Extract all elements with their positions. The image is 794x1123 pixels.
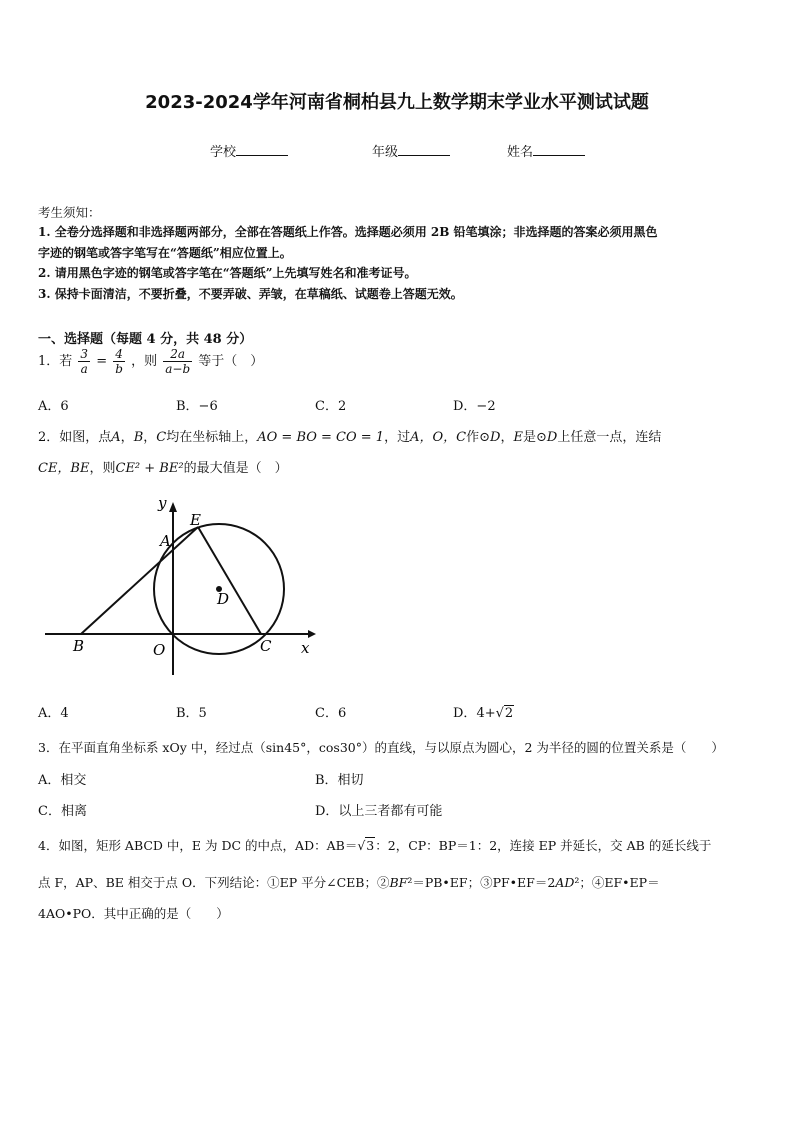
q2-option-c[interactable]: C．6: [315, 706, 347, 721]
q1-mid: ，则: [131, 354, 158, 369]
question-4-line-1: 4．如图，矩形 ABCD 中，E 为 DC 的中点，AD：AB＝√3：2，CP：BP＝1：2，连接 EP 并延长，交 AB 的延长线于: [38, 838, 712, 853]
q1-prefix: 1．若: [38, 354, 73, 369]
q1-fraction-3: $\frac{2a}{a-b}$: [165, 347, 191, 376]
notice-heading: 考生须知：: [38, 205, 101, 220]
label-a: A: [160, 532, 171, 550]
q1-option-b[interactable]: B．−6: [176, 399, 218, 414]
name-label: 姓名: [507, 145, 534, 160]
question-4-line-3: 4AO•PO．其中正确的是（ ）: [38, 906, 229, 921]
q1-option-d[interactable]: D．−2: [453, 399, 496, 414]
q2-option-d[interactable]: D．4+√2: [453, 706, 514, 721]
q2-option-a[interactable]: A．4: [38, 706, 69, 721]
q2-figure: [40, 490, 330, 685]
school-blank[interactable]: [236, 143, 288, 156]
school-label: 学校: [210, 145, 237, 160]
grade-field[interactable]: [372, 141, 450, 160]
question-4-line-2: 点 F，AP、BE 相交于点 O．下列结论：①EP 平分∠CEB；②BF²＝PB•EF；③PF•EF＝2AD²；④EF•EP＝: [38, 875, 660, 890]
q1-option-a[interactable]: A．6: [38, 399, 69, 414]
name-field[interactable]: [507, 141, 585, 160]
q1-equals: =: [96, 354, 108, 369]
q3-option-b[interactable]: B．相切: [315, 773, 364, 788]
school-field[interactable]: [210, 141, 288, 160]
label-b: B: [73, 637, 85, 655]
q3-option-a[interactable]: A．相交: [38, 773, 87, 788]
notice-item-2: 2. 请用黑色字迹的钢笔或答字笔在“答题纸”上先填写姓名和准考证号。: [38, 266, 417, 280]
q3-option-d[interactable]: D．以上三者都有可能: [315, 804, 443, 819]
q3-option-c[interactable]: C．相离: [38, 804, 87, 819]
notice-item-3: 3. 保持卡面清洁，不要折叠，不要弄破、弄皱，在草稿纸、试题卷上答题无效。: [38, 287, 463, 301]
grade-blank[interactable]: [398, 143, 450, 156]
q2-option-b[interactable]: B．5: [176, 706, 207, 721]
name-blank[interactable]: [533, 143, 585, 156]
label-e: E: [190, 511, 201, 529]
q1-fraction-2: $\frac{4}{b}$: [115, 347, 123, 376]
grade-label: 年级: [372, 145, 399, 160]
label-o: O: [153, 641, 166, 659]
notice-item-1b: 字迹的钢笔或答字笔写在“答题纸”相应位置上。: [38, 246, 292, 260]
section-heading: 一、选择题（每题 4 分，共 48 分）: [38, 332, 253, 347]
label-x: x: [301, 639, 310, 657]
q1-fraction-1: $\frac{3}{a}$: [80, 347, 89, 376]
label-c: C: [260, 637, 272, 655]
question-2-line-1: 2．如图，点A，B，C均在坐标轴上，AO = BO = CO = 1，过A，O，C作⊙D，E是⊙D上任意一点，连结: [38, 430, 662, 445]
question-3: 3．在平面直角坐标系 xOy 中，经过点（sin45°，cos30°）的直线，与以原点为圆心，2 为半径的圆的位置关系是（ ）: [38, 740, 724, 755]
q1-suffix: 等于（ ）: [198, 354, 264, 369]
segment-be: [81, 527, 198, 634]
label-y: y: [158, 494, 167, 512]
notice-item-1a: 1. 全卷分选择题和非选择题两部分，全部在答题纸上作答。选择题必须用 2B 铅笔填涂；非选择题的答案必须用黑色: [38, 225, 658, 239]
x-axis-arrow: [308, 630, 316, 638]
label-d: D: [217, 590, 230, 608]
segment-ce: [198, 527, 261, 634]
question-1: [38, 347, 263, 376]
question-2-line-2: CE，BE，则CE² + BE²的最大值是（ ）: [38, 461, 288, 476]
y-axis-arrow: [169, 502, 177, 512]
q1-option-c[interactable]: C．2: [315, 399, 347, 414]
page-title: 2023-2024学年河南省桐柏县九上数学期末学业水平测试试题: [145, 92, 649, 113]
